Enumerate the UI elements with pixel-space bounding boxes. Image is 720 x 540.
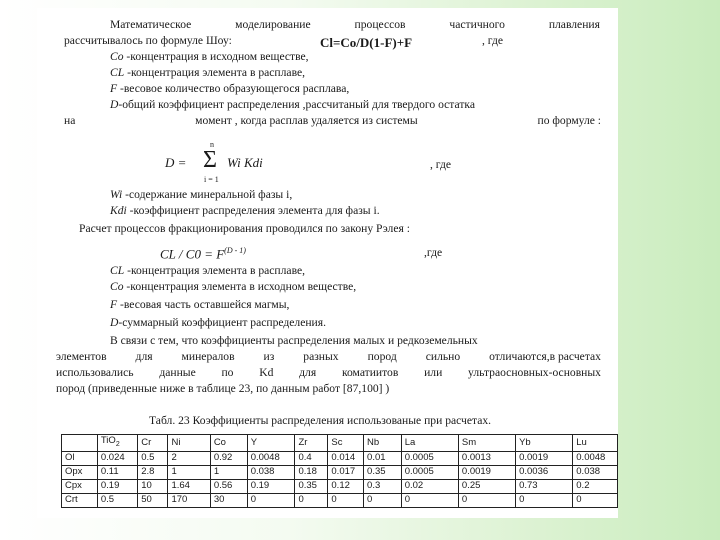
sum-upper-limit: n xyxy=(210,140,214,149)
table-header-cell: Zr xyxy=(295,435,328,452)
text-line-moment: на момент , когда расплав удаляется из системы по формуле : xyxy=(64,114,601,127)
sum-lower-limit: i = 1 xyxy=(204,175,219,184)
table-cell: 0.0048 xyxy=(573,451,618,465)
table-header-cell: Co xyxy=(210,435,247,452)
def-c0-2: Co -концентрация элемента в исходном веществе, xyxy=(110,280,357,293)
sum-formula-rhs: Wi Kdi xyxy=(227,155,263,170)
text-line-2: рассчитывалось по формуле Шоу: xyxy=(64,34,232,47)
table-cell: 0.19 xyxy=(247,479,295,493)
kd-table xyxy=(61,434,618,508)
table-cell: 0 xyxy=(364,493,402,507)
table-cell: 0.5 xyxy=(97,493,137,507)
sum-symbol: Σ xyxy=(203,147,217,173)
table-cell: 0 xyxy=(401,493,458,507)
table-cell: 30 xyxy=(210,493,247,507)
table-cell: 0.0019 xyxy=(516,451,573,465)
row-label: Ol xyxy=(62,451,98,465)
table-row xyxy=(62,451,618,465)
table-cell: 0 xyxy=(295,493,328,507)
table-cell: 0.35 xyxy=(295,479,328,493)
table-cell: 0.02 xyxy=(401,479,458,493)
table-header-cell: La xyxy=(401,435,458,452)
paragraph-line-4: пород (приведенные ниже в таблице 23, по данным работ [87,100] ) xyxy=(56,382,390,395)
table-cell: 0.0019 xyxy=(458,465,515,479)
def-f: F -весовое количество образующегося расплава, xyxy=(110,82,350,95)
table-cell: 0.038 xyxy=(573,465,618,479)
def-f-2: F -весовая часть оставшейся магмы, xyxy=(110,298,290,311)
batch-melting-formula: Cl=Co/D(1-F)+F xyxy=(320,35,413,50)
table-cell: 0 xyxy=(458,493,515,507)
table-corner-cell xyxy=(62,435,98,452)
table-header-cell: Yb xyxy=(516,435,573,452)
rayleigh-formula-where: ,где xyxy=(424,246,443,259)
def-d: D-общий коэффициент распределения ,рассчитаный для твердого остатка xyxy=(110,98,476,111)
table-cell: 0.0036 xyxy=(516,465,573,479)
table-header-cell: Cr xyxy=(138,435,168,452)
table-header-cell: TiO$_2$ xyxy=(97,435,137,452)
paragraph-line-3: использовались данные по Kd для коматиитов или ультраосновных-основных xyxy=(56,366,601,379)
table-header-cell: Sc xyxy=(328,435,364,452)
table-cell: 10 xyxy=(138,479,168,493)
table-cell: 0.017 xyxy=(328,465,364,479)
row-label: Crt xyxy=(62,493,98,507)
table-cell: 1.64 xyxy=(168,479,210,493)
text-line-2-end: , где xyxy=(482,34,504,47)
table-header-row xyxy=(62,435,618,452)
rayleigh-formula: CL / $C0 = F^{(D - 1)}$ xyxy=(160,246,246,262)
table-cell: 0.25 xyxy=(458,479,515,493)
def-wi: Wi -содержание минеральной фазы i, xyxy=(110,188,293,201)
def-d-2: D-суммарный коэффициент распределения. xyxy=(110,316,326,329)
table-cell: 0.56 xyxy=(210,479,247,493)
text-rayleigh: Расчет процессов фракционирования проводился по закону Рэлея : xyxy=(79,222,410,235)
table-cell: 0.014 xyxy=(328,451,364,465)
table-cell: 2 xyxy=(168,451,210,465)
table-cell: 0.5 xyxy=(138,451,168,465)
table-header-cell: Sm xyxy=(458,435,515,452)
table-cell: 0.18 xyxy=(295,465,328,479)
table-header-cell: Lu xyxy=(573,435,618,452)
table-cell: 0.11 xyxy=(97,465,137,479)
sum-formula-lhs: D = xyxy=(165,155,187,170)
table-cell: 1 xyxy=(210,465,247,479)
sum-formula-where: , где xyxy=(430,158,452,171)
table-caption: Табл. 23 Коэффициенты распределения использованые при расчетах. xyxy=(149,414,492,427)
def-cl-2: CL -концентрация элемента в расплаве, xyxy=(110,264,306,277)
table-header-cell: Nb xyxy=(364,435,402,452)
table-cell: 0.4 xyxy=(295,451,328,465)
table-cell: 0 xyxy=(328,493,364,507)
paragraph-line-2: элементов для минералов из разных пород сильно отличаются,в расчетах xyxy=(56,350,601,363)
table-cell: 0.038 xyxy=(247,465,295,479)
table-cell: 0 xyxy=(247,493,295,507)
document-page xyxy=(37,8,618,518)
table-cell: 0.024 xyxy=(97,451,137,465)
table-cell: 0 xyxy=(516,493,573,507)
table-cell: 0.35 xyxy=(364,465,402,479)
table-cell: 0.3 xyxy=(364,479,402,493)
table-cell: 0.19 xyxy=(97,479,137,493)
text-line-1: Математическое моделирование процессов частичного плавления xyxy=(110,18,600,31)
table-cell: 50 xyxy=(138,493,168,507)
def-kdi: Kdi -коэффициент распределения элемента для фазы i. xyxy=(110,204,380,217)
def-cl: CL -концентрация элемента в расплаве, xyxy=(110,66,306,79)
table-cell: 0.2 xyxy=(573,479,618,493)
table-row xyxy=(62,465,618,479)
table-cell: 2.8 xyxy=(138,465,168,479)
table-cell: 0.0005 xyxy=(401,451,458,465)
table-header-cell: Y xyxy=(247,435,295,452)
table-cell: 0 xyxy=(573,493,618,507)
def-c0: Co -концентрация в исходном веществе, xyxy=(110,50,309,63)
paragraph-line-1: В связи с тем, что коэффициенты распределения малых и редкоземельных xyxy=(110,334,478,347)
table-cell: 0.0013 xyxy=(458,451,515,465)
table-header-cell: Ni xyxy=(168,435,210,452)
table-cell: 170 xyxy=(168,493,210,507)
table-cell: 1 xyxy=(168,465,210,479)
table-cell: 0.73 xyxy=(516,479,573,493)
table-cell: 0.01 xyxy=(364,451,402,465)
table-cell: 0.12 xyxy=(328,479,364,493)
table-cell: 0.0048 xyxy=(247,451,295,465)
table-cell: 0.92 xyxy=(210,451,247,465)
row-label: Cpx xyxy=(62,479,98,493)
table-row xyxy=(62,493,618,507)
table-cell: 0.0005 xyxy=(401,465,458,479)
table-row xyxy=(62,479,618,493)
row-label: Opx xyxy=(62,465,98,479)
